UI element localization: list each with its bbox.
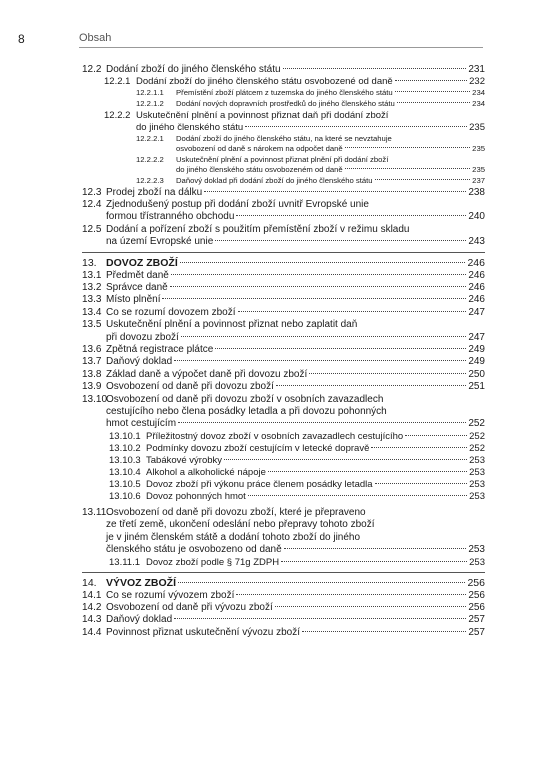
toc-entry[interactable] (82, 491, 485, 503)
dot-leader (170, 286, 467, 287)
entry-title: Uskutečnění plnění a povinnost přiznat plnění při dodání zboží (176, 154, 389, 164)
entry-title: Alkohol a alkoholické nápoje (146, 466, 266, 478)
entry-title: do jiného členského státu osvobozeném od daně (176, 165, 343, 175)
page-ref: 235 (469, 121, 485, 133)
dot-leader (236, 215, 466, 216)
dot-leader (224, 459, 467, 460)
entry-number: 13.9 (82, 381, 102, 393)
entry-title: Prodej zboží na dálku (106, 186, 203, 198)
entry-number: 12.5 (82, 223, 102, 235)
entry-title: ze třetí země, ukončení odeslání nebo přepravy tohoto zboží (106, 519, 375, 531)
dot-leader (215, 240, 466, 241)
entry-title: Daňový doklad při dodání zboží do jiného členského státu (176, 175, 373, 185)
entry-title: Dodání zboží do jiného členského státu (106, 64, 281, 75)
entry-number: 14.4 (82, 626, 102, 638)
dot-leader (174, 360, 466, 361)
toc-entry[interactable] (82, 467, 485, 479)
toc-entry[interactable] (82, 110, 485, 134)
entry-title: Dodání a pořízení zboží s použitím přemístění zboží v režimu skladu (106, 223, 410, 235)
entry-title: Přemístění zboží plátcem z tuzemska do jiného členského státu (176, 88, 393, 98)
dot-leader (178, 422, 466, 423)
toc-entry[interactable] (82, 507, 485, 557)
page-ref: 231 (468, 64, 485, 75)
page-ref: 247 (468, 331, 485, 343)
toc-entry[interactable] (82, 307, 485, 319)
entry-title: Tabákové výrobky (146, 454, 223, 466)
toc-entry[interactable] (82, 590, 485, 602)
entry-number: 14.1 (82, 589, 102, 601)
dot-leader (395, 80, 467, 81)
dot-leader (215, 348, 466, 349)
toc-entry[interactable] (82, 479, 485, 491)
dot-leader (275, 606, 467, 607)
dot-leader (395, 91, 471, 92)
page-ref: 251 (468, 381, 485, 393)
toc-entry[interactable] (82, 394, 485, 431)
page-ref: 234 (472, 88, 485, 98)
entry-title: je v jiném členském státě a dodání tohoto zboží do jiného (106, 531, 361, 543)
entry-number: 13.7 (82, 356, 102, 368)
entry-title: Správce daně (106, 282, 168, 293)
page-ref: 253 (469, 490, 485, 502)
page-ref: 246 (468, 269, 485, 281)
toc-entry[interactable] (82, 187, 485, 199)
toc-chapter[interactable] (82, 257, 485, 270)
entry-title: při dovozu zboží (106, 331, 179, 343)
toc-entry[interactable] (82, 294, 485, 306)
entry-number: 13.11 (82, 506, 107, 518)
page-ref: 247 (468, 306, 485, 318)
entry-title: Dovoz zboží podle § 71g ZDPH (146, 556, 280, 568)
entry-title: do jiného členského státu (136, 121, 244, 133)
entry-number: 13.11.1 (109, 556, 140, 568)
toc-entry[interactable] (82, 381, 485, 393)
page-ref: 252 (469, 430, 485, 442)
running-header: Obsah (79, 32, 112, 44)
dot-leader (178, 582, 465, 583)
page-ref: 256 (468, 589, 485, 601)
page-ref: 234 (472, 99, 485, 108)
toc-entry[interactable] (82, 64, 485, 76)
toc-entry[interactable] (82, 614, 485, 626)
entry-title: členského státu je osvobozeno od daně (106, 544, 282, 556)
entry-title: Uskutečnění plnění a povinnost přiznat nebo zaplatit daň (106, 319, 358, 331)
page-number: 8 (18, 32, 25, 46)
dot-leader (405, 435, 467, 436)
page-ref: 235 (472, 165, 485, 175)
entry-title: Zpětná registrace plátce (106, 344, 214, 356)
entry-number: 13.8 (82, 368, 102, 380)
entry-number: 13.3 (82, 294, 102, 306)
entry-number: 12.2.2 (104, 109, 131, 121)
toc-entry[interactable] (82, 369, 485, 381)
page-ref: 252 (469, 442, 485, 454)
page-ref: 246 (468, 282, 485, 293)
entry-title: Zjednodušený postup při dodání zboží uvnitř Evropské unie (106, 198, 369, 210)
table-of-contents (82, 64, 485, 639)
entry-title: Osvobození od daně při dovozu zboží, které je přepraveno (106, 506, 366, 518)
toc-entry[interactable] (82, 443, 485, 455)
entry-number: 12.2.2.2 (136, 154, 164, 164)
entry-number: 13.10.1 (109, 430, 141, 442)
entry-title: Dodání nových dopravních prostředků do jiného členského státu (176, 99, 395, 108)
dot-leader (345, 168, 470, 169)
page-ref: 243 (468, 236, 485, 248)
entry-title: Podmínky dovozu zboží cestujícím v letecké dopravě (146, 442, 370, 454)
entry-title: hmot cestujícím (106, 418, 177, 430)
entry-title: Uskutečnění plnění a povinnost přiznat daň při dodání zboží (136, 109, 389, 121)
toc-entry[interactable] (82, 176, 485, 187)
page-ref: 232 (469, 76, 485, 88)
dot-leader (162, 298, 466, 299)
entry-title: Dovoz zboží při výkonu práce členem posádky letadla (146, 478, 373, 490)
toc-entry[interactable] (82, 627, 485, 639)
entry-title: Osvobození od daně při dovozu zboží v osobních zavazadlech (106, 393, 384, 405)
entry-number: 14.2 (82, 601, 102, 613)
page-ref: 257 (468, 626, 485, 638)
toc-entry[interactable] (82, 344, 485, 356)
entry-title: Dovoz pohonných hmot (146, 490, 246, 502)
page-ref: 252 (468, 418, 485, 430)
entry-title: Místo plnění (106, 294, 161, 306)
entry-number: 12.4 (82, 198, 102, 210)
chapter-separator (82, 252, 485, 253)
page-ref: 240 (468, 211, 485, 223)
entry-number: 14.3 (82, 614, 102, 626)
entry-number: 12.2 (82, 64, 102, 75)
dot-leader (238, 311, 467, 312)
entry-title: Co se rozumí dovozem zboží (106, 306, 236, 318)
toc-entry[interactable] (82, 134, 485, 155)
entry-title: Osvobození od daně při dovozu zboží (106, 381, 274, 393)
entry-title: cestujícího nebo člena posádky letadla a při dovozu pohonných (106, 406, 387, 418)
dot-leader (371, 447, 467, 448)
page-ref: 250 (468, 368, 485, 380)
toc-entry[interactable] (82, 557, 485, 569)
page-ref: 253 (469, 556, 485, 568)
entry-title: Dodání zboží do jiného členského státu, na které se nevztahuje (176, 133, 392, 143)
dot-leader (375, 483, 468, 484)
toc-entry[interactable] (82, 88, 485, 99)
entry-title: osvobození od daně s nárokem na odpočet daně (176, 144, 343, 154)
page-ref: 246 (468, 294, 485, 306)
entry-title: Základ daně a výpočet daně při dovozu zboží (106, 368, 308, 380)
dot-leader (181, 336, 466, 337)
toc-entry[interactable] (82, 356, 485, 368)
entry-title: formou třístranného obchodu (106, 211, 235, 223)
page-ref: 249 (468, 356, 485, 368)
entry-title: Daňový doklad (106, 356, 173, 368)
page-ref: 249 (468, 344, 485, 356)
page-ref: 257 (468, 614, 485, 626)
page-ref: 238 (468, 186, 485, 198)
entry-number: 12.2.2.1 (136, 133, 164, 143)
entry-number: 13.5 (82, 319, 102, 331)
dot-leader (284, 548, 467, 549)
dot-leader (375, 179, 471, 180)
page-ref: 246 (467, 256, 485, 269)
dot-leader (302, 631, 466, 632)
entry-number: 13.6 (82, 344, 102, 356)
page-ref: 237 (472, 175, 485, 185)
toc-entry[interactable] (82, 99, 485, 110)
header-rule (79, 47, 483, 48)
toc-entry[interactable] (82, 602, 485, 614)
entry-number: 13.10.6 (109, 490, 141, 502)
dot-leader (281, 561, 467, 562)
entry-number: 13.1 (82, 269, 102, 281)
entry-number: 13. (82, 256, 97, 269)
entry-title: Daňový doklad (106, 614, 173, 626)
dot-leader (276, 385, 466, 386)
entry-number: 13.10.2 (109, 442, 141, 454)
toc-entry[interactable] (82, 282, 485, 294)
entry-title: VÝVOZ ZBOŽÍ (106, 576, 177, 589)
page-ref: 253 (468, 544, 485, 556)
entry-number: 13.10 (82, 393, 108, 405)
entry-number: 14. (82, 576, 97, 589)
entry-title: Co se rozumí vývozem zboží (106, 589, 235, 601)
chapter-separator (82, 572, 485, 573)
entry-number: 13.2 (82, 282, 102, 293)
toc-entry[interactable] (82, 270, 485, 282)
dot-leader (345, 147, 470, 148)
toc-entry[interactable] (82, 76, 485, 88)
page-ref: 256 (468, 601, 485, 613)
dot-leader (248, 495, 467, 496)
dot-leader (268, 471, 467, 472)
toc-entry[interactable] (82, 431, 485, 443)
dot-leader (171, 274, 466, 275)
entry-title: na území Evropské unie (106, 236, 214, 248)
dot-leader (397, 102, 470, 103)
entry-title: Příležitostný dovoz zboží v osobních zavazadlech cestujícího (146, 430, 404, 442)
entry-number: 13.4 (82, 306, 102, 318)
entry-number: 13.10.3 (109, 454, 141, 466)
dot-leader (283, 68, 467, 69)
dot-leader (180, 262, 466, 263)
dot-leader (204, 191, 466, 192)
entry-number: 12.2.1.2 (136, 99, 164, 108)
entry-number: 12.2.1 (104, 76, 131, 88)
dot-leader (245, 126, 467, 127)
toc-chapter[interactable] (82, 577, 485, 590)
page-ref: 235 (472, 144, 485, 154)
entry-number: 12.2.1.1 (136, 88, 164, 98)
page-ref: 253 (469, 478, 485, 490)
entry-number: 13.10.5 (109, 478, 141, 490)
entry-title: Dodání zboží do jiného členského státu osvobozené od daně (136, 76, 393, 88)
toc-entry[interactable] (82, 155, 485, 176)
page-header (0, 0, 541, 50)
entry-number: 12.3 (82, 186, 102, 198)
toc-entry[interactable] (82, 199, 485, 224)
toc-entry[interactable] (82, 224, 485, 249)
entry-title: Předmět daně (106, 269, 169, 281)
dot-leader (309, 373, 466, 374)
page-ref: 253 (469, 454, 485, 466)
entry-title: Povinnost přiznat uskutečnění vývozu zboží (106, 626, 300, 638)
entry-number: 13.10.4 (109, 466, 141, 478)
entry-title: DOVOZ ZBOŽÍ (106, 256, 178, 269)
entry-title: Osvobození od daně při vývozu zboží (106, 601, 273, 613)
entry-number: 12.2.2.3 (136, 175, 164, 185)
page-ref: 253 (469, 466, 485, 478)
toc-entry[interactable] (82, 455, 485, 467)
toc-entry[interactable] (82, 319, 485, 344)
dot-leader (174, 618, 466, 619)
page-ref: 256 (467, 576, 485, 589)
dot-leader (236, 594, 466, 595)
